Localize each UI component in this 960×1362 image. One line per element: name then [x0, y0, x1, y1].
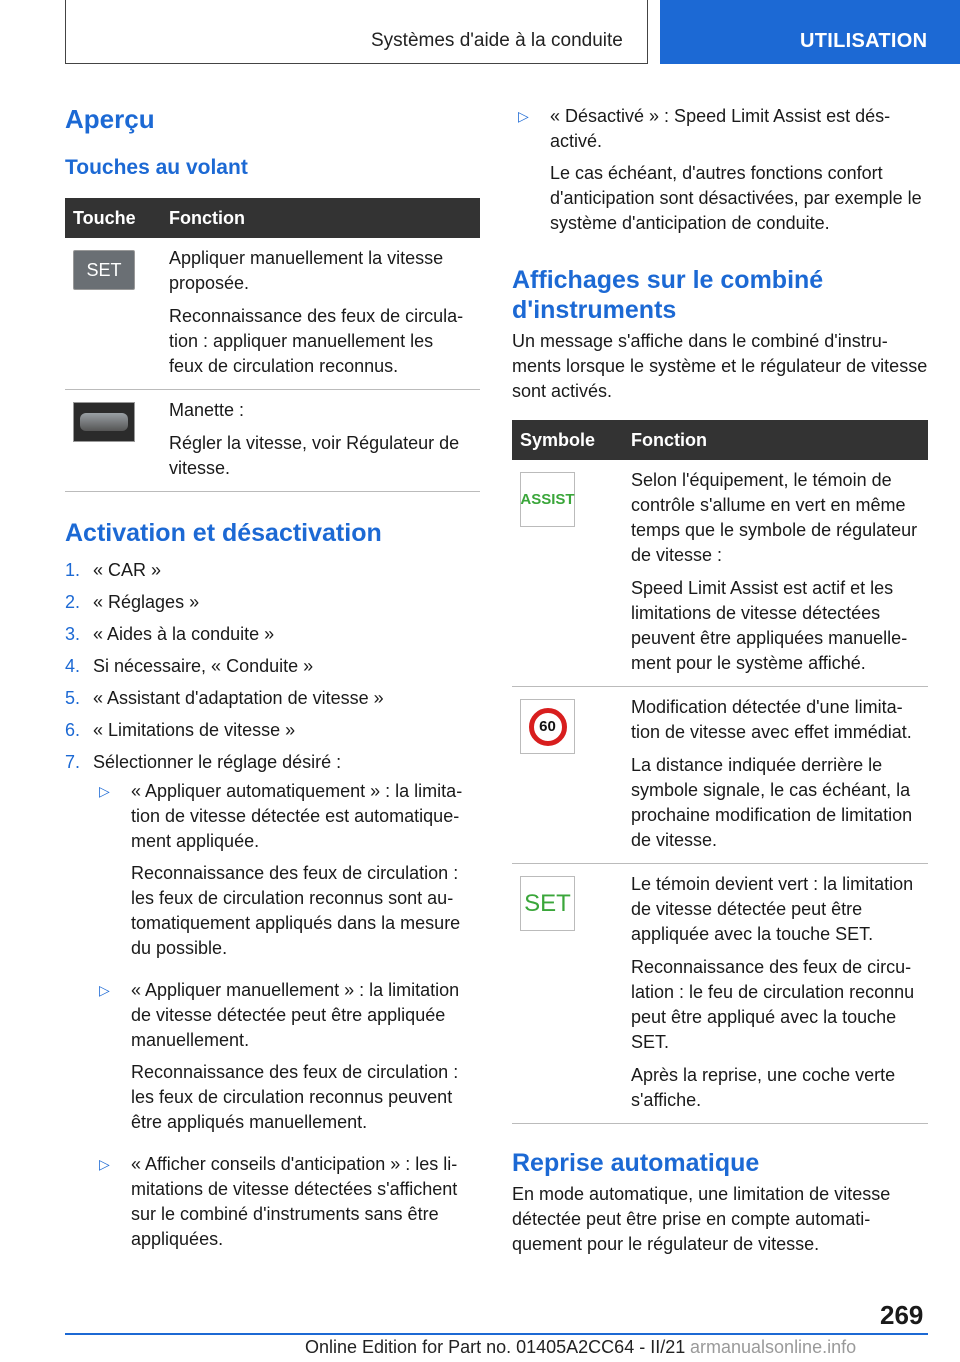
row-text: Appliquer manuellement la vitesse proposée. — [169, 248, 444, 293]
option-item: ▷ « Appliquer automatiquement » : la limitation de vitesse détectée est automatiquement appliquée. Reconnaissance des feux de circulation : les feux de circulation reconnus sont automatiquement appliqués dans la mesure du possible. — [93, 779, 480, 968]
triangle-bullet-icon: ▷ — [99, 982, 110, 998]
col-header-symbole: Symbole — [512, 420, 623, 460]
list-item: 4. Si nécessaire, « Conduite » — [65, 656, 314, 676]
row-text: Régler la vitesse, voir Régulateur de vitesse. — [169, 433, 460, 478]
auto-title: Reprise automatique — [512, 1149, 760, 1177]
display-title: Affichages sur le combiné d'instruments — [512, 266, 824, 324]
table-row: ASSIST Selon l'équipement, le témoin de contrôle s'allume en vert en même temps que le symbole de régulateur de vitesse : Speed Limit Assist est actif et les limitations de vitesse détectées peuvent être appliquées manuellement pour le système affiché. — [512, 460, 928, 687]
col-header-fonction: Fonction — [623, 420, 928, 460]
set-button-icon: SET — [73, 250, 135, 290]
option-item: ▷ « Désactivé » : Speed Limit Assist est désactivé. Le cas échéant, d'autres fonctions confort d'anticipation sont désactivées, par exemple le système d'anticipation de conduite. — [512, 104, 928, 243]
table-row — [65, 238, 480, 390]
page-number: 269 — [880, 1300, 924, 1330]
display-intro: Un message s'affiche dans le combiné d'instruments lorsque le système et le régulateur de vitesse sont activés. — [512, 331, 928, 401]
list-item: 7. Sélectionner le réglage désiré : ▷ « Appliquer automatiquement » : la limitation de vitesse détectée est automatiquement appliquée. Reconnaissance des feux de circulation : les feux de circulation reconnus sont automatiquement appliqués dans la mesure du possible. ▷ « Appliquer manuellement » : la limitation de vitesse détectée peut être appliquée manuellement. Reconnaissance des feux de circulation : les feux de circulation reconnus peuvent être appliqués manuellement. ▷ « Afficher conseils d'anticipation » : les limitations de vitesse détectées s'affichent sur le combiné d'instruments sans être appliquées. — [65, 750, 480, 1259]
edition-text: Online Edition for Part no. 01405A2CC64 - II/21 — [305, 1337, 686, 1357]
option-item: ▷ « Appliquer manuellement » : la limitation de vitesse détectée peut être appliquée manuellement. Reconnaissance des feux de circulation : les feux de circulation reconnus peuvent être appliqués manuellement. — [93, 978, 480, 1142]
list-item: 2. « Réglages » — [65, 592, 200, 612]
list-item: 1. « CAR » — [65, 560, 162, 580]
options-list — [93, 779, 480, 1259]
table-row: SET Le témoin devient vert : la limitation de vitesse détectée peut être appliquée avec la touche SET. Reconnaissance des feux de circulation : le feu de circulation reconnu peut être appliqué avec la touche SET. Après la reprise, une coche verte s'affiche. — [512, 864, 928, 1124]
activation-title: Activation et désactivation — [65, 519, 382, 547]
col-header-touche: Touche — [65, 198, 161, 238]
table-header-row — [65, 198, 480, 238]
row-text: Manette : — [169, 400, 245, 420]
triangle-bullet-icon: ▷ — [99, 783, 110, 799]
lever-icon — [73, 402, 135, 442]
symbol-table — [512, 420, 928, 1124]
section-title: Systèmes d'aide à la conduite — [371, 30, 623, 51]
list-item: 6. « Limitations de vitesse » — [65, 720, 296, 740]
assist-icon: ASSIST — [520, 472, 575, 527]
table-row — [65, 390, 480, 492]
wheel-table — [65, 198, 480, 492]
watermark-text: armanualsonline.info — [690, 1337, 857, 1357]
option-item: ▷ « Afficher conseils d'anticipation » : les limitations de vitesse détectées s'affichent sur le combiné d'instruments sans être appliquées. — [93, 1152, 480, 1259]
triangle-bullet-icon: ▷ — [518, 108, 529, 124]
right-column — [512, 104, 928, 1257]
options-list-continued — [512, 104, 928, 243]
left-column — [65, 104, 480, 1269]
row-text: Reconnaissance des feux de circulation : appliquer manuellement les feux de circulation reconnus. — [169, 306, 464, 376]
table-row: 60 Modification détectée d'une limitation de vitesse avec effet immédiat. La distance indiquée derrière le symbole signale, le cas échéant, la prochaine modification de limitation de vitesse. — [512, 687, 928, 864]
col-header-fonction: Fonction — [161, 198, 480, 238]
tab-utilisation[interactable]: UTILISATION — [800, 30, 928, 52]
footer-divider — [65, 1333, 928, 1335]
speed-limit-60-icon: 60 — [520, 699, 575, 754]
triangle-bullet-icon: ▷ — [99, 1156, 110, 1172]
set-green-icon: SET — [520, 876, 575, 931]
overview-title: Aperçu — [65, 104, 155, 134]
steps-list — [65, 558, 480, 1259]
list-item: 5. « Assistant d'adaptation de vitesse » — [65, 688, 384, 708]
list-item: 3. « Aides à la conduite » — [65, 624, 275, 644]
auto-text: En mode automatique, une limitation de vitesse détectée peut être prise en compte automatiquement pour le régulateur de vitesse. — [512, 1184, 891, 1254]
table-header-row — [512, 420, 928, 460]
wheel-title: Touches au volant — [65, 156, 248, 179]
